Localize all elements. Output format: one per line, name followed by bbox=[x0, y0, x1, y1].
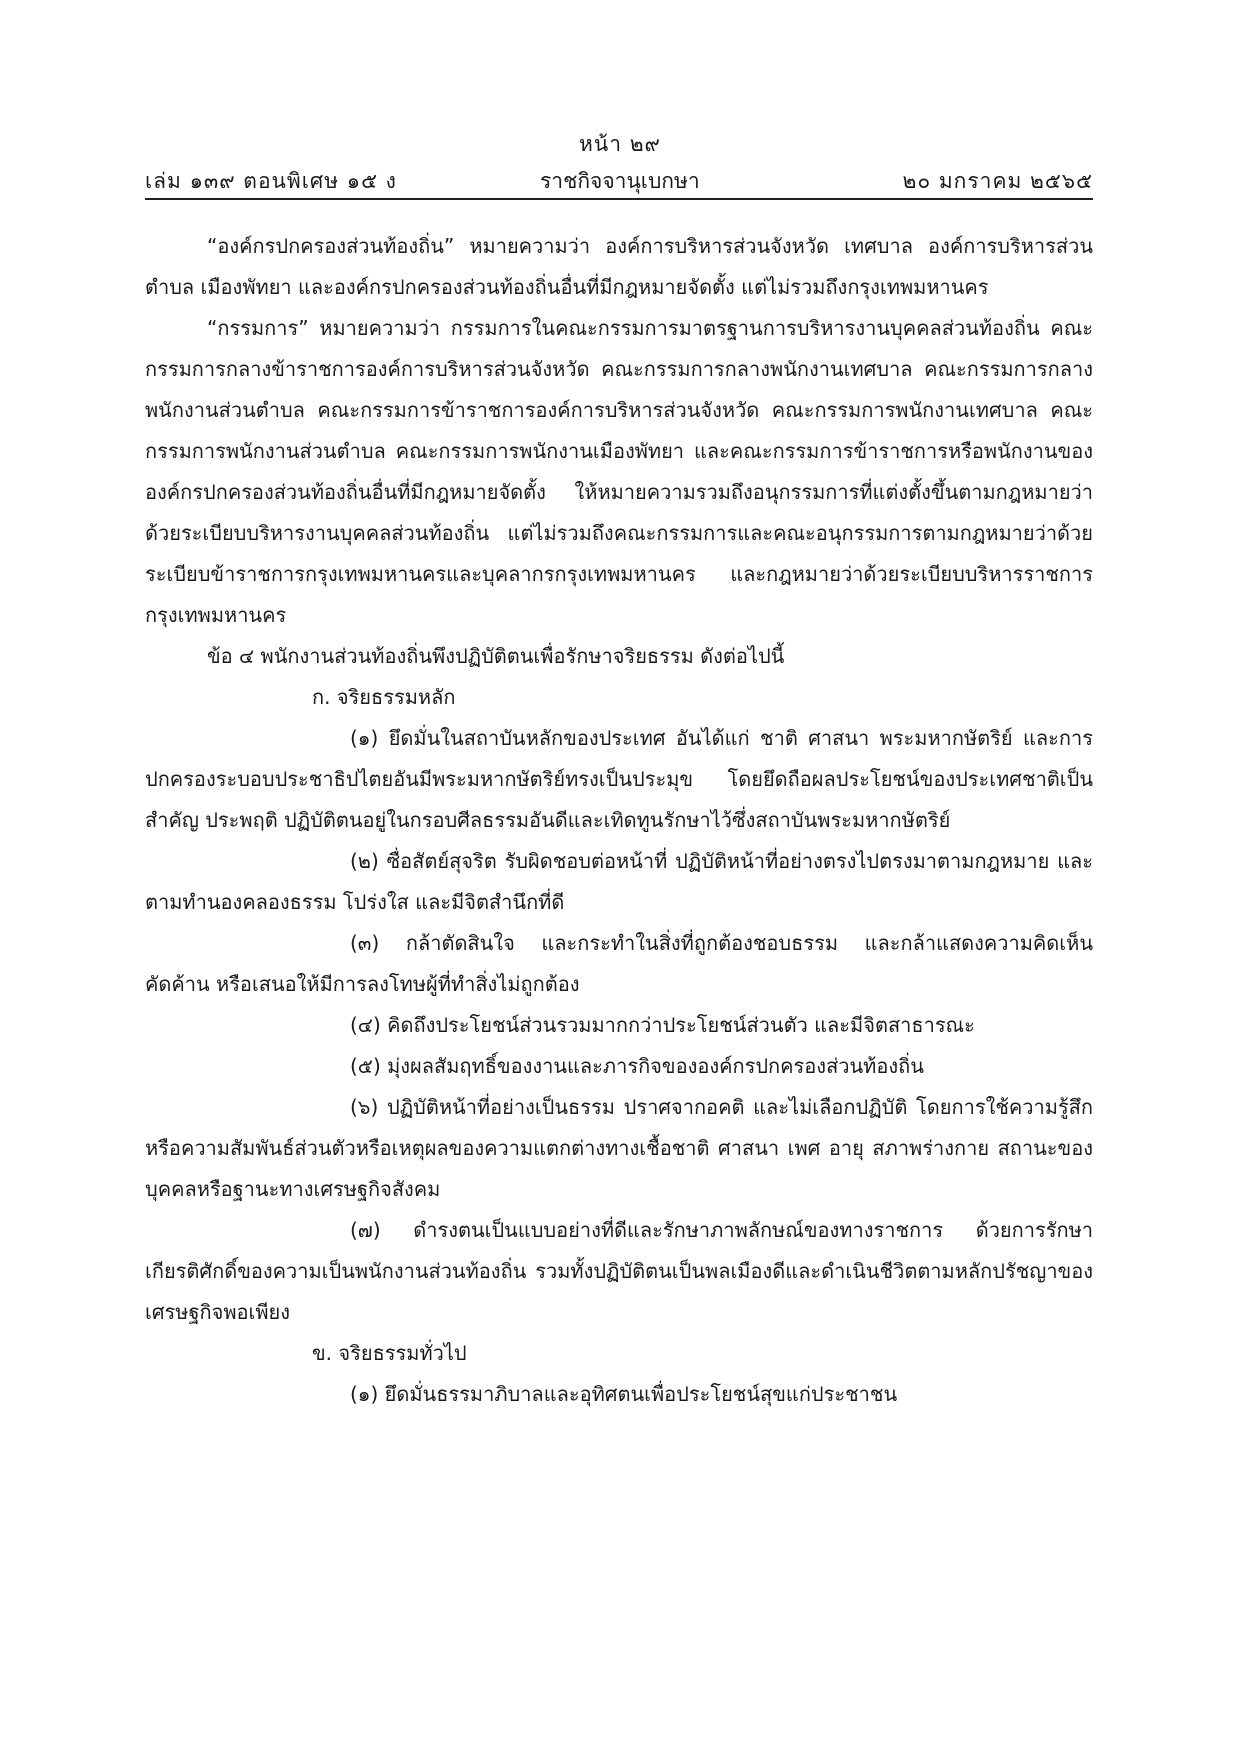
document-body bbox=[145, 226, 1093, 1415]
core-ethics-item-3: (๓) กล้าตัดสินใจ และกระทำในสิ่งที่ถูกต้องชอบธรรม และกล้าแสดงความคิดเห็นคัดค้าน หรือเสนอให้มีการลงโทษผู้ที่ทำสิ่งไม่ถูกต้อง bbox=[145, 931, 1093, 996]
core-ethics-item-4: (๔) คิดถึงประโยชน์ส่วนรวมมากกว่าประโยชน์ส่วนตัว และมีจิตสาธารณะ bbox=[350, 1013, 975, 1037]
definition-local-organization: “องค์กรปกครองส่วนท้องถิ่น” หมายความว่า องค์การบริหารส่วนจังหวัด เทศบาล องค์การบริหารส่วนตำบล เมืองพัทยา และองค์กรปกครองส่วนท้องถิ่นอื่นที่มีกฎหมายจัดตั้ง แต่ไม่รวมถึงกรุงเทพมหานคร bbox=[145, 234, 1093, 299]
core-ethics-item-5: (๕) มุ่งผลสัมฤทธิ์ของงานและภารกิจขององค์กรปกครองส่วนท้องถิ่น bbox=[350, 1054, 924, 1078]
gazette-name: ราชกิจจานุเบกษา bbox=[540, 169, 700, 193]
header-divider bbox=[145, 198, 1093, 200]
core-ethics-item-6: (๖) ปฏิบัติหน้าที่อย่างเป็นธรรม ปราศจากอคติ และไม่เลือกปฏิบัติ โดยการใช้ความรู้สึกหรือความสัมพันธ์ส่วนตัวหรือเหตุผลของความแตกต่างทางเชื้อชาติ ศาสนา เพศ อายุ สภาพร่างกาย สถานะของบุคคลหรือฐานะทางเศรษฐกิจสังคม bbox=[145, 1095, 1093, 1201]
gazette-header bbox=[145, 165, 1093, 197]
volume-issue: เล่ม ๑๓๙ ตอนพิเศษ ๑๕ ง bbox=[145, 169, 397, 193]
clause-4: ข้อ ๔ พนักงานส่วนท้องถิ่นพึงปฏิบัติตนเพื่อรักษาจริยธรรม ดังต่อไปนี้ bbox=[207, 644, 785, 668]
section-heading-core-ethics: ก. จริยธรรมหลัก bbox=[312, 685, 456, 709]
publication-date: ๒๐ มกราคม ๒๕๖๕ bbox=[902, 169, 1093, 193]
general-ethics-item-1: (๑) ยึดมั่นธรรมาภิบาลและอุทิศตนเพื่อประโยชน์สุขแก่ประชาชน bbox=[350, 1382, 898, 1406]
section-heading-general-ethics: ข. จริยธรรมทั่วไป bbox=[312, 1341, 467, 1365]
core-ethics-item-1: (๑) ยึดมั่นในสถาบันหลักของประเทศ อันได้แก่ ชาติ ศาสนา พระมหากษัตริย์ และการปกครองระบอบประชาธิปไตยอันมีพระมหากษัตริย์ทรงเป็นประมุข โดยยึดถือผลประโยชน์ของประเทศชาติเป็นสำคัญ ประพฤติ ปฏิบัติตนอยู่ในกรอบศีลธรรมอันดีและเทิดทูนรักษาไว้ซึ่งสถาบันพระมหากษัตริย์ bbox=[145, 726, 1093, 832]
core-ethics-item-7: (๗) ดำรงตนเป็นแบบอย่างที่ดีและรักษาภาพลักษณ์ของทางราชการ ด้วยการรักษาเกียรติศักดิ์ของความเป็นพนักงานส่วนท้องถิ่น รวมทั้งปฏิบัติตนเป็นพลเมืองดีและดำเนินชีวิตตามหลักปรัชญาของเศรษฐกิจพอเพียง bbox=[145, 1218, 1093, 1324]
page-number: หน้า ๒๙ bbox=[579, 132, 661, 156]
core-ethics-item-2: (๒) ซื่อสัตย์สุจริต รับผิดชอบต่อหน้าที่ ปฏิบัติหน้าที่อย่างตรงไปตรงมาตามกฎหมาย และตามทำนองคลองธรรม โปร่งใส และมีจิตสำนึกที่ดี bbox=[145, 849, 1093, 914]
definition-committee: “กรรมการ” หมายความว่า กรรมการในคณะกรรมการมาตรฐานการบริหารงานบุคคลส่วนท้องถิ่น คณะกรรมการกลางข้าราชการองค์การบริหารส่วนจังหวัด คณะกรรมการกลางพนักงานเทศบาล คณะกรรมการกลางพนักงานส่วนตำบล คณะกรรมการข้าราชการองค์การบริหารส่วนจังหวัด คณะกรรมการพนักงานเทศบาล คณะกรรมการพนักงานส่วนตำบล คณะกรรมการพนักงานเมืองพัทยา และคณะกรรมการข้าราชการหรือพนักงานขององค์กรปกครองส่วนท้องถิ่นอื่นที่มีกฎหมายจัดตั้ง ให้หมายความรวมถึงอนุกรรมการที่แต่งตั้งขึ้นตามกฎหมายว่าด้วยระเบียบบริหารงานบุคคลส่วนท้องถิ่น แต่ไม่รวมถึงคณะกรรมการและคณะอนุกรรมการตามกฎหมายว่าด้วยระเบียบข้าราชการกรุงเทพมหานครและบุคลากรกรุงเทพมหานคร และกฎหมายว่าด้วยระเบียบบริหารราชการกรุงเทพมหานคร bbox=[145, 316, 1093, 627]
